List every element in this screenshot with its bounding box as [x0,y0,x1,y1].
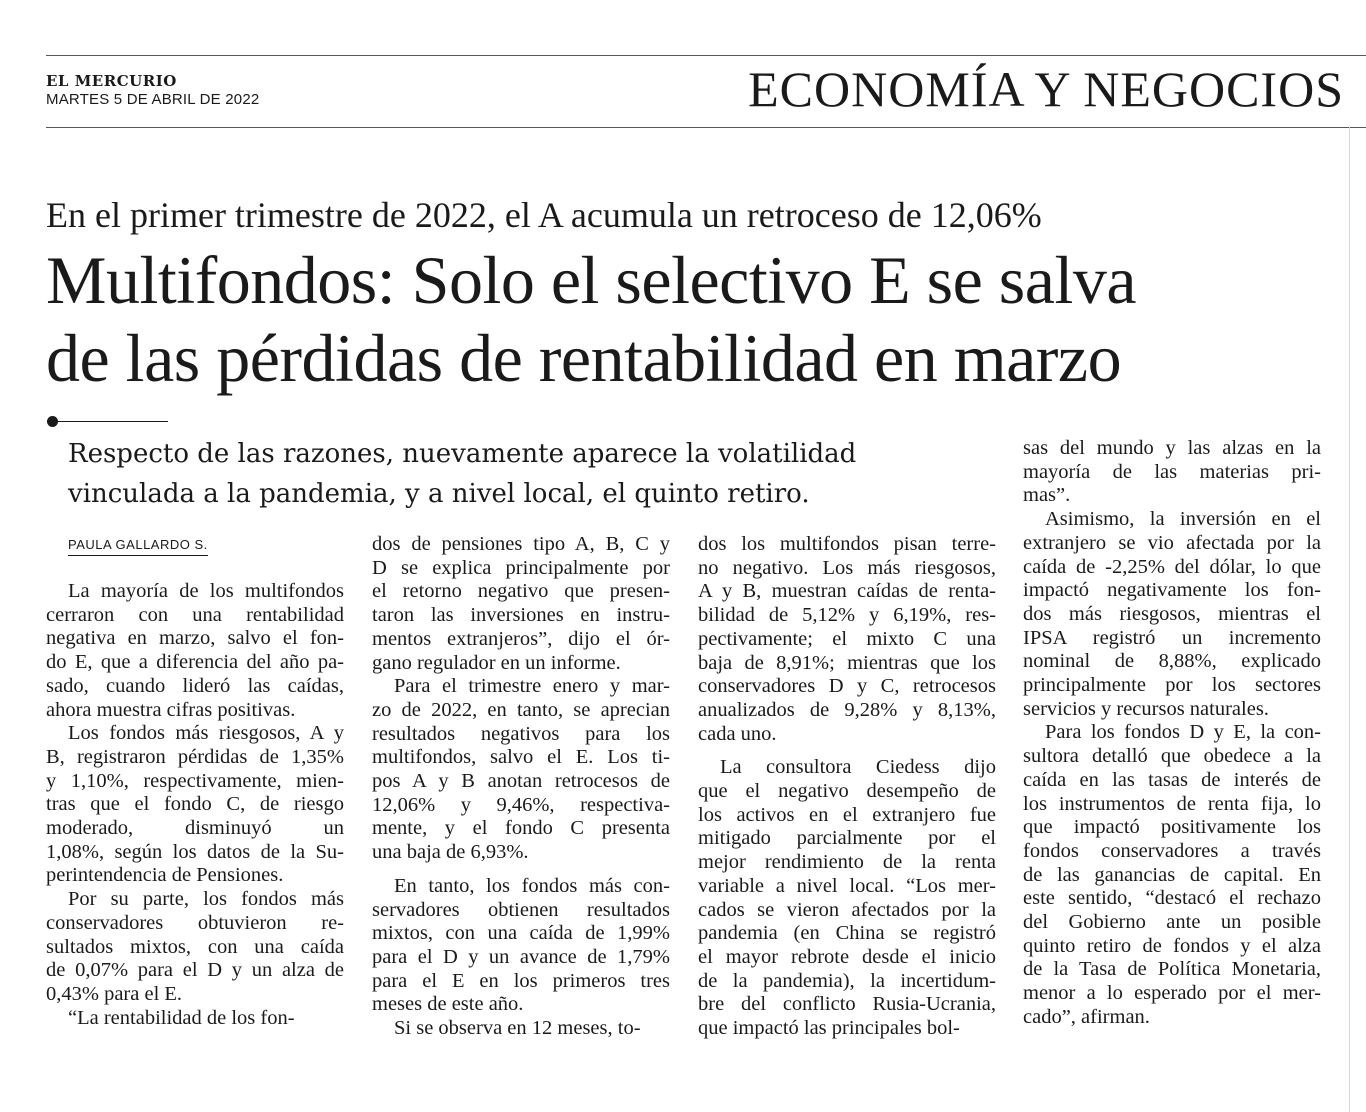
body-line: sultados mixtos, con una caída [46,935,344,958]
body-line: caída de -2,25% del dólar, lo que [1023,555,1321,578]
body-line: B, registraron pérdidas de 1,35% [46,745,344,768]
body-line: cado”, afirman. [1023,1005,1150,1028]
body-line: baja de 8,91%; mientras que los [698,651,996,674]
body-line: do E, que a diferencia del año pa- [46,651,344,674]
body-line: cerraron con una rentabilidad [46,603,344,626]
body-line: Los fondos más riesgosos, A y [68,722,344,745]
body-line: zo de 2022, en tanto, se aprecian [372,698,670,721]
headline [46,241,1306,397]
body-line: sado, cuando lideró las caídas, [46,674,344,697]
body-line: Para los fondos D y E, la con- [1045,721,1321,744]
body-line: mejor rendimiento de la renta [698,851,996,874]
body-line: D se explica principalmente por [372,556,670,579]
headline-line: de las pérdidas de rentabilidad en marzo [46,320,1122,396]
body-line: pandemia (en China se registró [698,922,996,945]
body-line: variable a nivel local. “Los mer- [698,874,996,897]
body-line: La mayoría de los multifondos [68,580,344,602]
body-line: 12,06% y 9,46%, respectiva- [372,793,670,816]
body-line: nominal de 8,88%, explicado [1023,650,1321,673]
body-line: caída en las tasas de interés de [1023,768,1321,791]
deck-line: Respecto de las razones, nuevamente aparece la volatilidad [68,439,857,469]
body-line: multifondos, salvo el E. Los ti- [372,746,670,769]
body-line: moderado, disminuyó un [46,817,344,840]
body-line: ahora muestra cifras positivas. [46,698,296,721]
body-line: bre del conflicto Rusia-Ucrania, [698,993,996,1016]
body-line: IPSA registró un incremento [1023,626,1321,649]
body-line: que impactó las principales bol- [698,1017,960,1040]
body-line: para el E en los primeros tres [372,969,670,992]
deck [68,434,988,514]
body-line: perintendencia de Pensiones. [46,864,284,887]
body-line: para el D y un avance de 1,79% [372,945,670,968]
body-line: resultados negativos para los [372,722,670,745]
body-line: Para el trimestre enero y mar- [394,675,670,698]
body-line: negativa en marzo, salvo el fon- [46,627,344,650]
body-line: dos de pensiones tipo A, B, C y [372,533,670,555]
section-title: ECONOMÍA Y NEGOCIOS [748,61,1344,117]
body-line: este sentido, “destacó el rechazo [1023,887,1321,910]
body-line: gano regulador en un informe. [372,651,621,674]
headline-line: Multifondos: Solo el selectivo E se salva [46,242,1137,318]
body-line: “La rentabilidad de los fon- [68,1006,295,1029]
body-line: servadores obtienen resultados [372,898,670,921]
body-line: el retorno negativo que presen- [372,580,670,603]
publication-date: MARTES 5 DE ABRIL DE 2022 [46,91,260,108]
body-column-2 [372,533,670,1041]
top-rule [46,55,1366,56]
kicker: En el primer trimestre de 2022, el A acumula un retroceso de 12,06% [46,195,1042,235]
body-column-3 [698,533,996,1041]
body-line: taron las inversiones en instru- [372,604,670,627]
body-line: mente, y el fondo C presenta [372,817,670,840]
body-line: mixtos, con una caída de 1,99% [372,922,670,945]
body-line: En tanto, los fondos más con- [394,874,670,897]
body-line: extranjero se vio afectada por la [1023,531,1321,554]
body-line: 0,43% para el E. [46,982,183,1005]
body-line: de la pandemia), la incertidum- [698,969,996,992]
body-line: los activos en el extranjero fue [698,803,996,826]
body-line: 1,08%, según los datos de la Su- [46,840,344,863]
body-line: anualizados de 9,28% y 8,13%, [698,698,996,721]
body-line: menor a lo esperado por el mer- [1023,982,1321,1005]
body-line: Si se observa en 12 meses, to- [394,1017,641,1040]
body-line: sas del mundo y las alzas en la [1023,437,1321,459]
body-line: no negativo. Los más riesgosos, [698,556,996,579]
body-line: Asimismo, la inversión en el [1045,508,1321,531]
body-line: de 0,07% para el D y un alza de [46,959,344,982]
body-line: dos los multifondos pisan terre- [698,533,996,555]
body-line: mentos extranjeros”, dijo el ór- [372,627,670,650]
body-line: una baja de 6,93%. [372,841,529,864]
body-line: los instrumentos de renta fija, lo [1023,792,1321,815]
body-line: conservadores D y C, retrocesos [698,675,996,698]
body-line: servicios y recursos naturales. [1023,697,1269,720]
body-line: tras que el fondo C, de riesgo [46,793,344,816]
body-line: quinto retiro de fondos y el alza [1023,934,1321,957]
body-line: de las ganancias de capital. En [1023,863,1321,886]
body-column-4 [1023,437,1321,1030]
body-line: pos A y B anotan retrocesos de [372,770,670,793]
body-line: mas”. [1023,484,1071,507]
body-line: impactó negativamente los fon- [1023,579,1321,602]
deck-line: vinculada a la pandemia, y a nivel local, el quinto retiro. [68,479,810,509]
body-line: meses de este año. [372,993,524,1016]
body-line: bilidad de 5,12% y 6,19%, res- [698,604,996,627]
body-line: de la Tasa de Política Monetaria, [1023,958,1321,981]
body-line: el mayor rebrote desde el inicio [698,945,996,968]
byline: PAULA GALLARDO S. [68,537,208,556]
body-line: del Gobierno ante un posible [1023,911,1321,934]
body-line: conservadores obtuvieron re- [46,911,344,934]
body-line: sultora detalló que obedece a la [1023,745,1321,768]
separator-line [56,421,168,422]
header-rule [46,127,1366,128]
body-line: cados se vieron afectados por la [698,898,996,921]
body-line: La consultora Ciedess dijo [720,756,996,779]
body-line: que impactó positivamente los [1023,816,1321,839]
body-line: mitigado parcialmente por el [698,827,996,850]
masthead: EL MERCURIO [46,72,177,90]
page-edge-rule [1349,127,1350,1112]
body-line: principalmente por los sectores [1023,674,1321,697]
body-line: fondos conservadores a través [1023,839,1321,862]
body-line: y 1,10%, respectivamente, mien- [46,769,344,792]
body-line: dos más riesgosos, mientras el [1023,602,1321,625]
body-line: A y B, muestran caídas de renta- [698,580,996,603]
body-line: Por su parte, los fondos más [68,888,344,911]
body-line: que el negativo desempeño de [698,780,996,803]
body-line: pectivamente; el mixto C una [698,627,996,650]
body-column-1 [46,580,344,1030]
body-line: cada uno. [698,722,777,745]
body-line: mayoría de las materias pri- [1023,460,1321,483]
